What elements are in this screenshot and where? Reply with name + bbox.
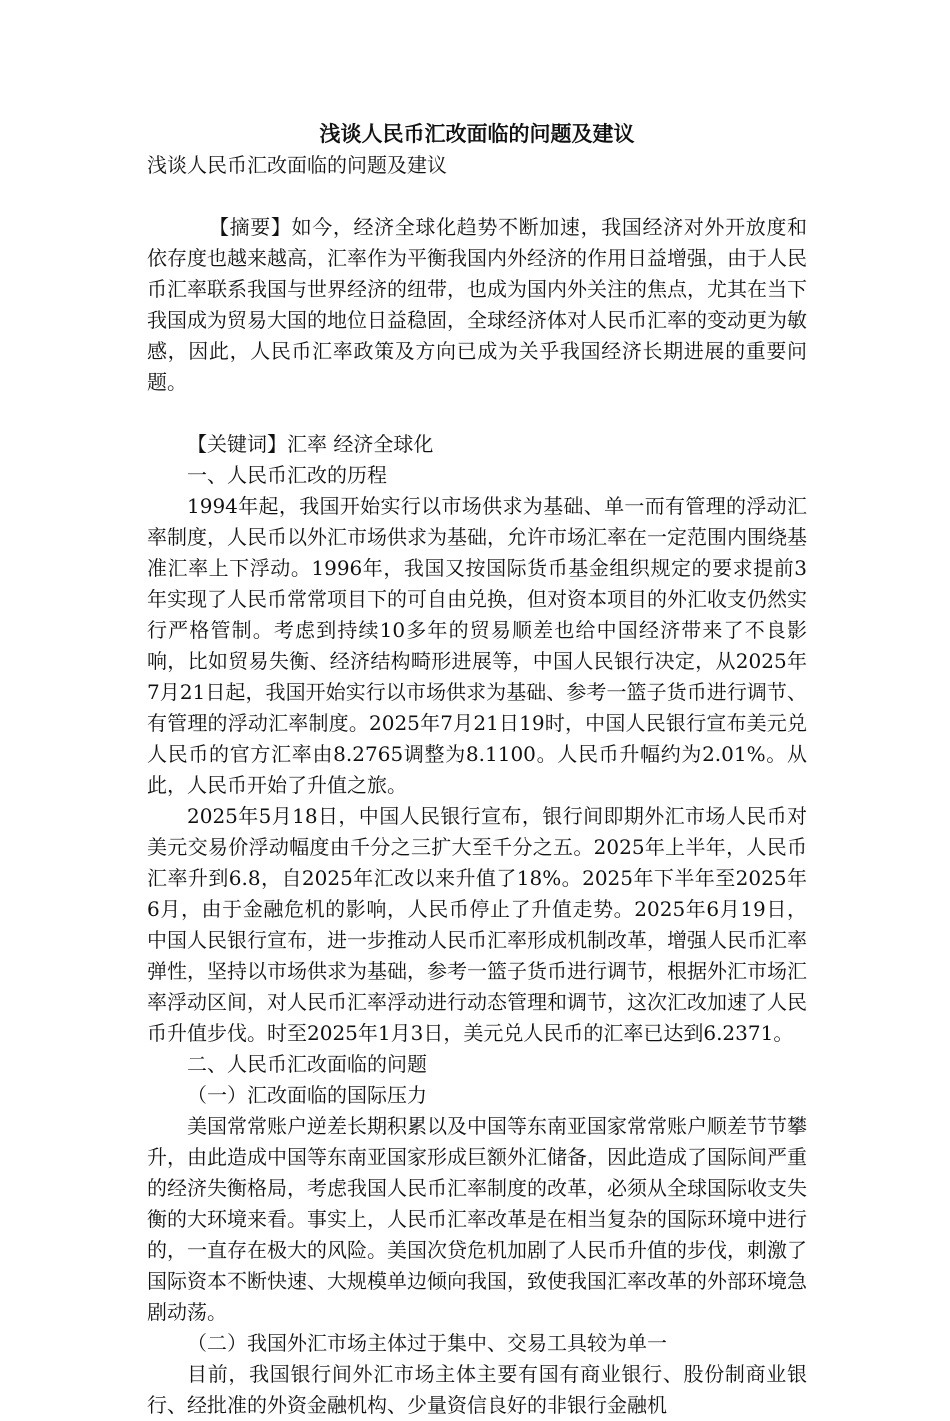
section-2-paragraph-1: 美国常常账户逆差长期积累以及中国等东南亚国家常常账户顺差节节攀升，由此造成中国等东南亚国家形成巨额外汇储备，因此造成了国际间严重的经济失衡格局，考虑我国人民币汇率制度的改革，必须从全球国际收支失衡的大环境来看。事实上，人民币汇率改革是在相当复杂的国际环境中进行的，一直存在极大的风险。美国次贷危机加剧了人民币升值的步伐，刺激了国际资本不断快速、大规模单边倾向我国，致使我国汇率改革的外部环境急剧动荡。 [147, 1114, 807, 1324]
section-1-heading: 一、人民币汇改的历程 [187, 463, 387, 487]
section-1-paragraph-2: 2025年5月18日，中国人民银行宣布，银行间即期外汇市场人民币对美元交易价浮动幅度由千分之三扩大至千分之五。2025年上半年，人民币汇率升到6.8，自2025年汇改以来升值了18%。2025年下半年至2025年6月，由于金融危机的影响，人民币停止了升值走势。2025年6月19日，中国人民银行宣布，进一步推动人民币汇率形成机制改革，增强人民币汇率弹性，坚持以市场供求为基础，参考一篮子货币进行调节，根据外汇市场汇率浮动区间，对人民币汇率浮动进行动态管理和调节，这次汇改加速了人民币升值步伐。时至2025年1月3日，美元兑人民币的汇率已达到6.2371。 [147, 804, 807, 1045]
document-title: 浅谈人民币汇改面临的问题及建议 [319, 122, 635, 146]
section-2-subheading-1: （一）汇改面临的国际压力 [187, 1083, 427, 1107]
blank-line [147, 181, 807, 212]
document-body [147, 118, 807, 1421]
section-2-paragraph-2: 目前，我国银行间外汇市场主体主要有国有商业银行、股份制商业银行、经批准的外资金融机构、少量资信良好的非银行金融机 [147, 1362, 807, 1417]
document-subtitle: 浅谈人民币汇改面临的问题及建议 [147, 153, 447, 177]
section-2-subheading-2: （二）我国外汇市场主体过于集中、交易工具较为单一 [187, 1331, 667, 1355]
section-1-paragraph-1: 1994年起，我国开始实行以市场供求为基础、单一而有管理的浮动汇率制度，人民币以外汇市场供求为基础，允许市场汇率在一定范围内围绕基准汇率上下浮动。1996年，我国又按国际货币基金组织规定的要求提前3年实现了人民币常常项目下的可自由兑换，但对资本项目的外汇收支仍然实行严格管制。考虑到持续10多年的贸易顺差也给中国经济带来了不良影响，比如贸易失衡、经济结构畸形进展等，中国人民银行决定，从2025年7月21日起，我国开始实行以市场供求为基础、参考一篮子货币进行调节、有管理的浮动汇率制度。2025年7月21日19时，中国人民银行宣布美元兑人民币的官方汇率由8.2765调整为8.1100。人民币升幅约为2.01%。从此，人民币开始了升值之旅。 [147, 494, 807, 797]
section-2-heading: 二、人民币汇改面临的问题 [187, 1052, 427, 1076]
keywords-line: 【关键词】汇率 经济全球化 [187, 432, 434, 456]
abstract-paragraph: 【摘要】如今，经济全球化趋势不断加速，我国经济对外开放度和依存度也越来越高，汇率作为平衡我国内外经济的作用日益增强，由于人民币汇率联系我国与世界经济的纽带，也成为国内外关注的焦点，尤其在当下我国成为贸易大国的地位日益稳固，全球经济体对人民币汇率的变动更为敏感，因此，人民币汇率政策及方向已成为关乎我国经济长期进展的重要问题。 [147, 215, 807, 394]
blank-line [147, 398, 807, 429]
